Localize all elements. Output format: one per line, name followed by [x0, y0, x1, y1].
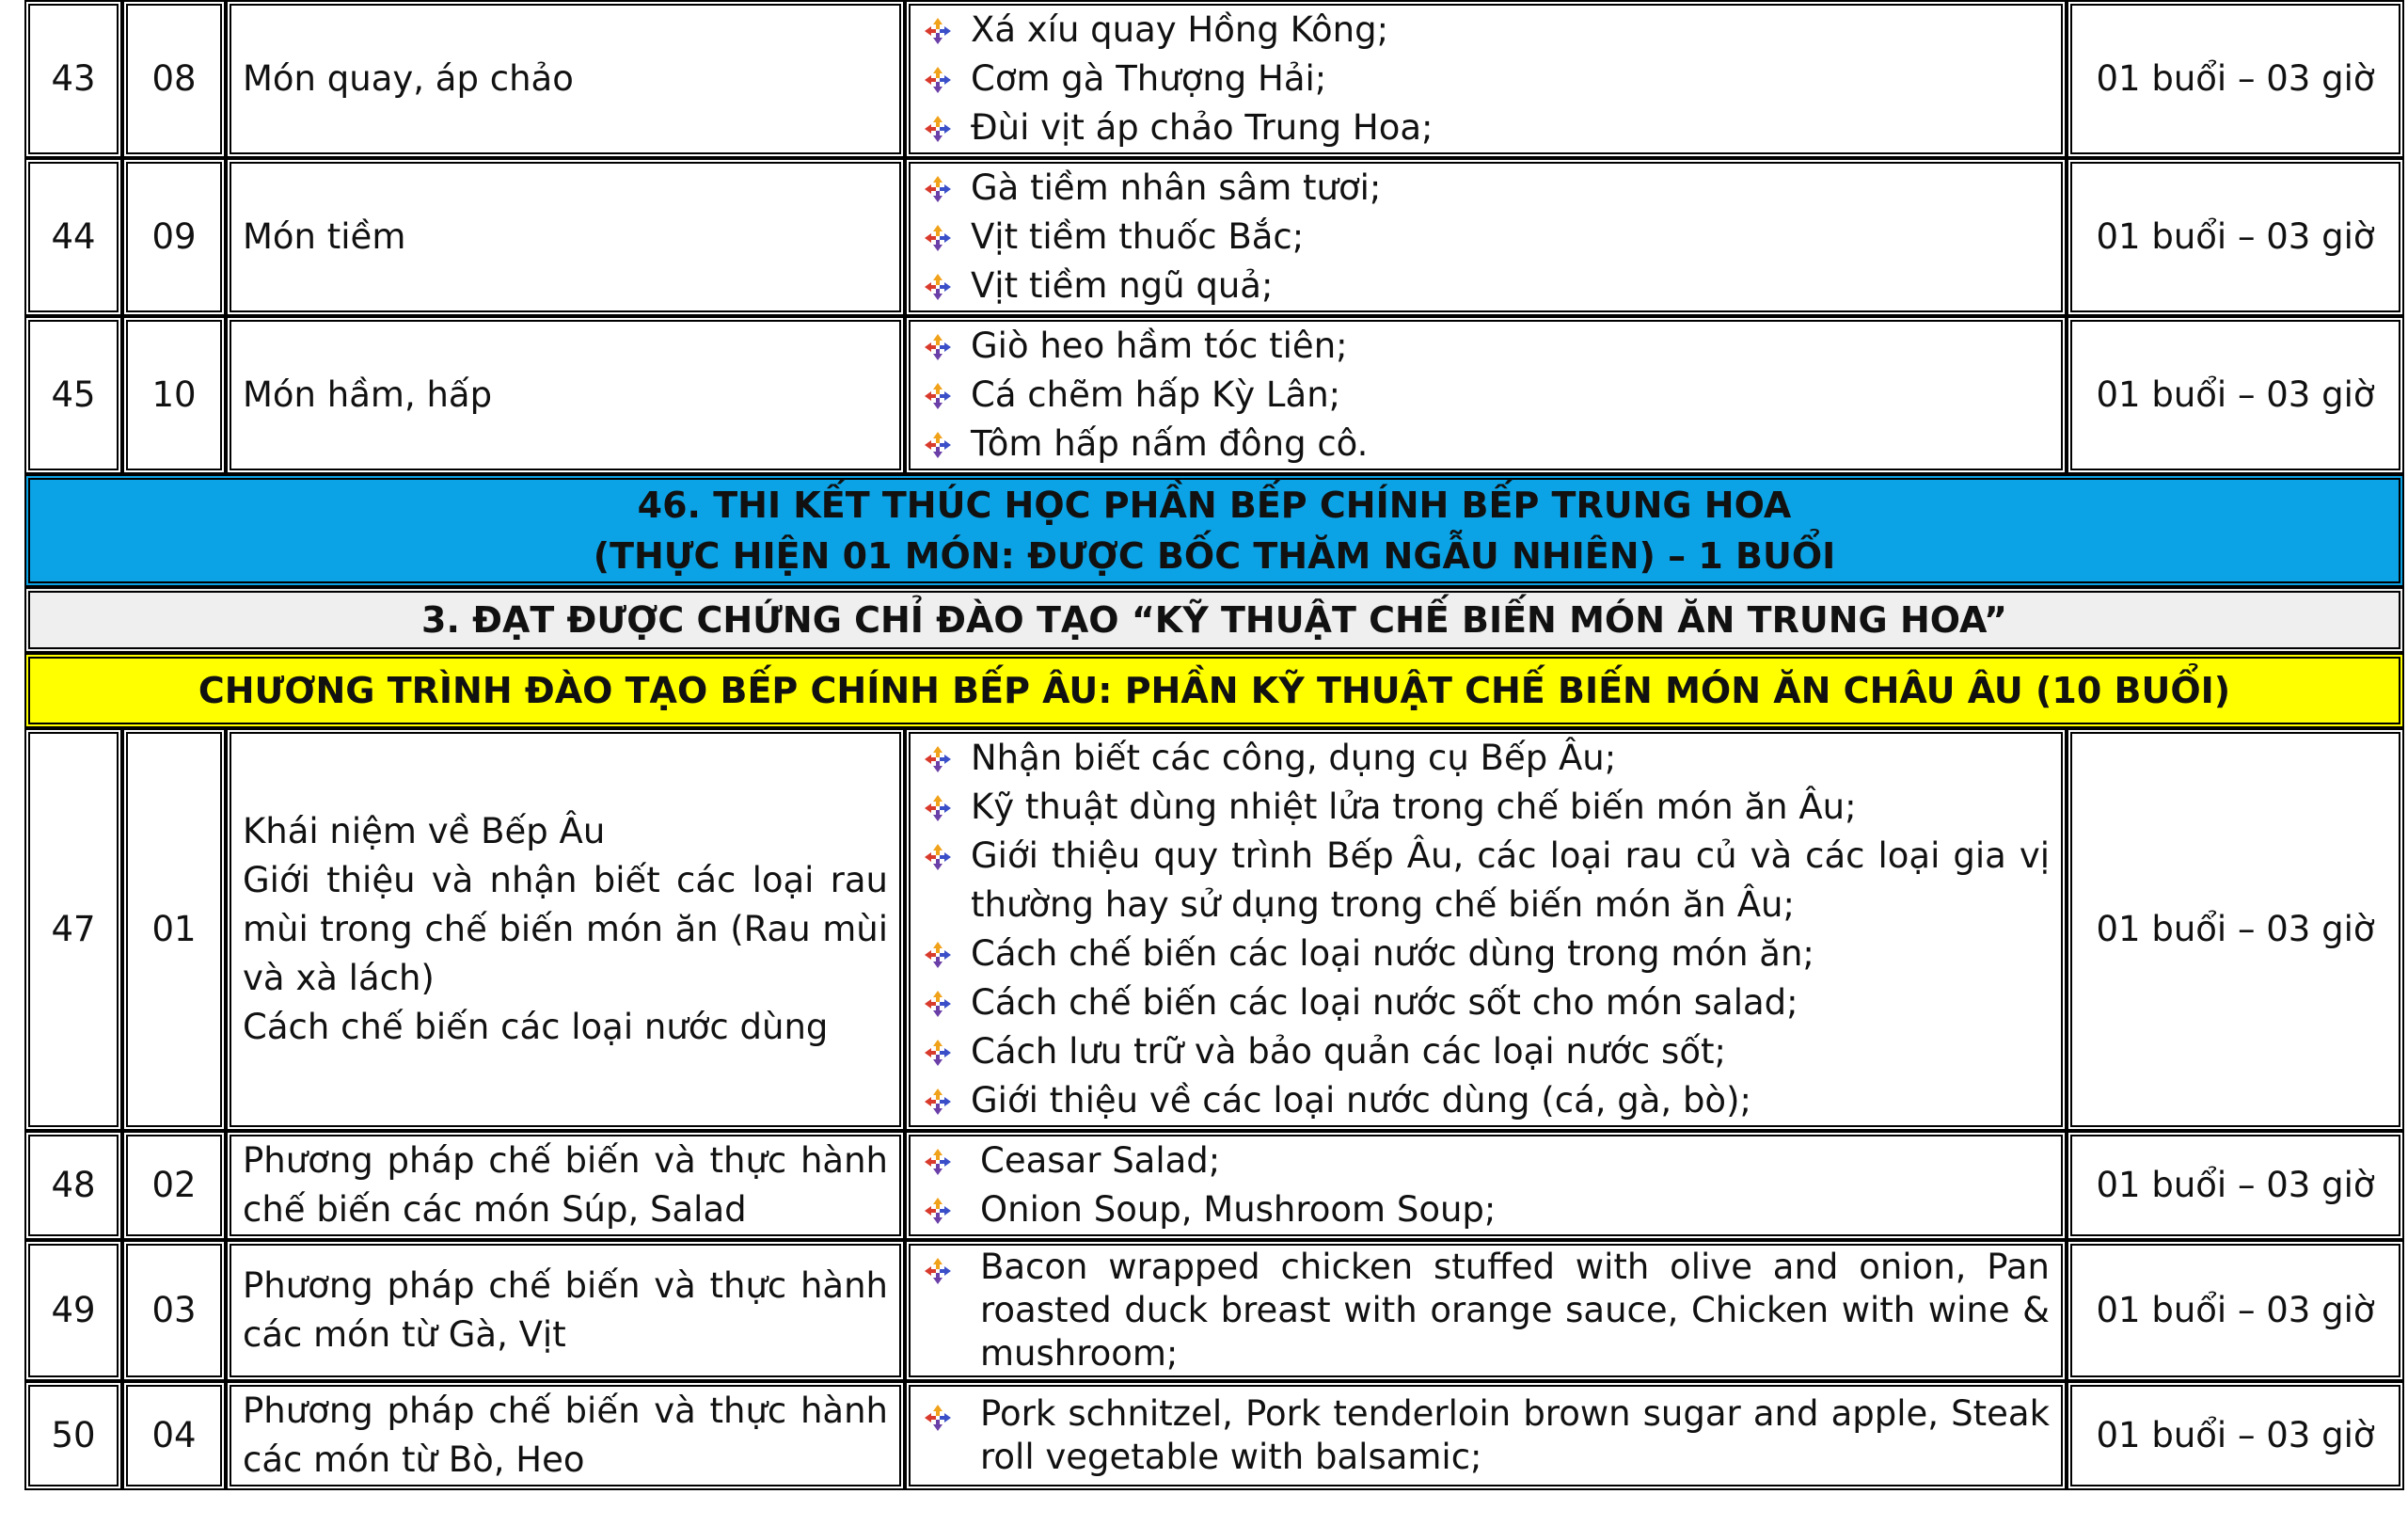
stt-cell: 48: [24, 1131, 122, 1240]
arrow-cross-bullet-icon: [924, 115, 952, 143]
arrow-cross-bullet-icon: [924, 333, 952, 361]
program-banner-row: [24, 653, 2404, 728]
list-item: Giới thiệu về các loại nước dùng (cá, gà, bò);: [920, 1076, 2050, 1125]
topic-text: Phương pháp chế biến và thực hành chế biến các món Súp, Salad: [243, 1140, 888, 1230]
duration-cell: 01 buổi – 03 giờ: [2067, 316, 2404, 474]
content-cell: [905, 1131, 2067, 1240]
topic-cell: [226, 158, 905, 316]
stt-cell: 44: [24, 158, 122, 316]
stt-cell: 49: [24, 1240, 122, 1381]
stt-cell: 50: [24, 1381, 122, 1490]
arrow-cross-bullet-icon: [924, 1088, 952, 1116]
curriculum-table: [24, 0, 2404, 1490]
exam-banner-row: [24, 474, 2404, 587]
list-item: Vịt tiềm thuốc Bắc;: [920, 213, 2050, 262]
list-item: Giò heo hầm tóc tiên;: [920, 322, 2050, 371]
arrow-cross-bullet-icon: [924, 66, 952, 94]
content-list: [920, 322, 2050, 469]
arrow-cross-bullet-icon: [924, 273, 952, 301]
topic-cell: [226, 316, 905, 474]
table-row: [24, 1131, 2404, 1240]
topic-text: Món quay, áp chảo: [243, 58, 574, 99]
arrow-cross-bullet-icon: [924, 1148, 952, 1176]
list-item: Cá chẽm hấp Kỳ Lân;: [920, 371, 2050, 420]
arrow-cross-bullet-icon: [924, 17, 952, 45]
content-list: [920, 734, 2050, 1125]
table-row: [24, 0, 2404, 158]
arrow-cross-bullet-icon: [924, 1404, 952, 1432]
arrow-cross-bullet-icon: [924, 794, 952, 822]
arrow-cross-bullet-icon: [924, 990, 952, 1018]
list-item: Xá xíu quay Hồng Kông;: [920, 6, 2050, 55]
lesson-number-cell: 01: [122, 728, 226, 1131]
table-row: [24, 158, 2404, 316]
arrow-cross-bullet-icon: [924, 745, 952, 773]
certificate-banner-row: [24, 587, 2404, 653]
duration-cell: 01 buổi – 03 giờ: [2067, 728, 2404, 1131]
list-item: Giới thiệu quy trình Bếp Âu, các loại rau củ và các loại gia vị thường hay sử dụng trong chế biến món ăn Âu;: [920, 832, 2050, 930]
arrow-cross-bullet-icon: [924, 431, 952, 459]
lesson-number-cell: 02: [122, 1131, 226, 1240]
list-item: Bacon wrapped chicken stuffed with olive and onion, Pan roasted duck breast with orange sauce, Chicken with wine & mushroom;: [920, 1246, 2050, 1375]
lesson-number-cell: 03: [122, 1240, 226, 1381]
list-item: Cơm gà Thượng Hải;: [920, 55, 2050, 103]
list-item: Kỹ thuật dùng nhiệt lửa trong chế biến món ăn Âu;: [920, 783, 2050, 832]
content-list: [920, 6, 2050, 152]
arrow-cross-bullet-icon: [924, 941, 952, 969]
topic-cell: [226, 1131, 905, 1240]
topic-cell: [226, 1381, 905, 1490]
duration-cell: 01 buổi – 03 giờ: [2067, 0, 2404, 158]
duration-cell: 01 buổi – 03 giờ: [2067, 158, 2404, 316]
stt-cell: 45: [24, 316, 122, 474]
list-item: Cách lưu trữ và bảo quản các loại nước sốt;: [920, 1027, 2050, 1076]
exam-banner-line1: 46. THI KẾT THÚC HỌC PHẦN BẾP CHÍNH BẾP TRUNG HOA: [637, 485, 1792, 526]
list-item: Ceasar Salad;: [920, 1137, 2050, 1185]
list-item: Vịt tiềm ngũ quả;: [920, 262, 2050, 310]
topic-text: Phương pháp chế biến và thực hành các món từ Bò, Heo: [243, 1391, 888, 1480]
table-row: [24, 728, 2404, 1131]
arrow-cross-bullet-icon: [924, 1197, 952, 1225]
duration-cell: 01 buổi – 03 giờ: [2067, 1240, 2404, 1381]
topic-cell: [226, 0, 905, 158]
lesson-number-cell: 10: [122, 316, 226, 474]
content-cell: [905, 728, 2067, 1131]
program-banner: CHƯƠNG TRÌNH ĐÀO TẠO BẾP CHÍNH BẾP ÂU: PHẦN KỸ THUẬT CHẾ BIẾN MÓN ĂN CHÂU ÂU (10 BUỔI): [24, 653, 2404, 728]
list-item: Cách chế biến các loại nước sốt cho món salad;: [920, 978, 2050, 1027]
list-item: Cách chế biến các loại nước dùng trong món ăn;: [920, 930, 2050, 978]
arrow-cross-bullet-icon: [924, 175, 952, 203]
topic-cell: [226, 1240, 905, 1381]
exam-banner-line2: (THỰC HIỆN 01 MÓN: ĐƯỢC BỐC THĂM NGẪU NHIÊN) – 1 BUỔI: [593, 535, 1836, 577]
duration-cell: 01 buổi – 03 giờ: [2067, 1131, 2404, 1240]
list-item: Pork schnitzel, Pork tenderloin brown sugar and apple, Steak roll vegetable with balsamic;: [920, 1392, 2050, 1479]
arrow-cross-bullet-icon: [924, 843, 952, 871]
exam-banner: [24, 474, 2404, 587]
content-list: [920, 1392, 2050, 1479]
arrow-cross-bullet-icon: [924, 1039, 952, 1067]
certificate-banner: 3. ĐẠT ĐƯỢC CHỨNG CHỈ ĐÀO TẠO “KỸ THUẬT CHẾ BIẾN MÓN ĂN TRUNG HOA”: [24, 587, 2404, 653]
topic-text: Khái niệm về Bếp Âu: [243, 811, 606, 851]
table-row: [24, 316, 2404, 474]
list-item: Nhận biết các công, dụng cụ Bếp Âu;: [920, 734, 2050, 783]
arrow-cross-bullet-icon: [924, 224, 952, 252]
content-cell: [905, 158, 2067, 316]
content-cell: [905, 316, 2067, 474]
table-row: [24, 1240, 2404, 1381]
content-list: [920, 164, 2050, 310]
list-item: Tôm hấp nấm đông cô.: [920, 420, 2050, 469]
topic-text: Món hầm, hấp: [243, 374, 493, 415]
duration-cell: 01 buổi – 03 giờ: [2067, 1381, 2404, 1490]
content-list: [920, 1137, 2050, 1234]
lesson-number-cell: 04: [122, 1381, 226, 1490]
curriculum-page: [24, 0, 2404, 1526]
topic-text: Cách chế biến các loại nước dùng: [243, 1007, 829, 1047]
stt-cell: 43: [24, 0, 122, 158]
content-cell: [905, 1381, 2067, 1490]
list-item: Gà tiềm nhân sâm tươi;: [920, 164, 2050, 213]
topic-text: Giới thiệu và nhận biết các loại rau mùi trong chế biến món ăn (Rau mùi và xà lách): [243, 860, 888, 998]
list-item: Đùi vịt áp chảo Trung Hoa;: [920, 103, 2050, 152]
content-list: [920, 1246, 2050, 1375]
topic-cell: [226, 728, 905, 1131]
topic-text: Phương pháp chế biến và thực hành các món từ Gà, Vịt: [243, 1265, 888, 1355]
arrow-cross-bullet-icon: [924, 1257, 952, 1285]
content-cell: [905, 1240, 2067, 1381]
arrow-cross-bullet-icon: [924, 382, 952, 410]
lesson-number-cell: 09: [122, 158, 226, 316]
lesson-number-cell: 08: [122, 0, 226, 158]
table-row: [24, 1381, 2404, 1490]
stt-cell: 47: [24, 728, 122, 1131]
content-cell: [905, 0, 2067, 158]
list-item: Onion Soup, Mushroom Soup;: [920, 1185, 2050, 1234]
topic-text: Món tiềm: [243, 216, 406, 257]
